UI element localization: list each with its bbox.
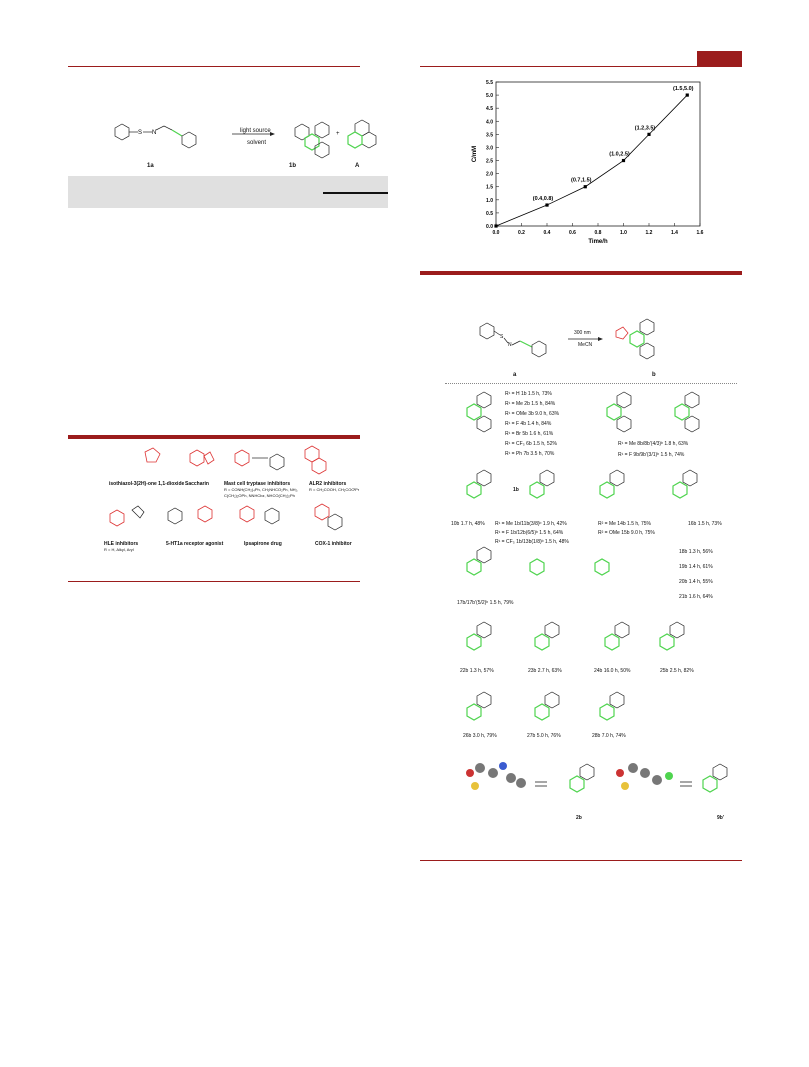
point-label: (0.4,0.8)	[532, 196, 554, 203]
product-b-structure	[616, 319, 654, 359]
scheme2-dotted-separator	[445, 383, 737, 384]
label-b: b	[652, 372, 656, 378]
label-27b: 27b 5.0 h, 76%	[527, 733, 561, 739]
page-tab	[697, 51, 742, 67]
drug-name-alr2: ALR2 inhibitors	[309, 481, 347, 487]
label-1a: 1a	[147, 163, 154, 169]
drug-sub-alr2: R = CH₂COOH, CH₂COOᴵPr	[309, 487, 360, 492]
data-point	[494, 224, 497, 227]
product-row5	[467, 692, 624, 720]
table-band-line	[323, 192, 388, 194]
scheme1-plus: +	[336, 131, 340, 137]
y-tick-label: 4.5	[486, 106, 493, 113]
x-tick-label: 1.4	[671, 230, 678, 236]
label-1b-row2: 1b	[513, 487, 519, 493]
label-1b: 1b	[289, 163, 297, 169]
section-rule-left-2	[68, 581, 360, 582]
x-tick-label: 0.2	[518, 230, 525, 236]
label-23b: 23b 2.7 h, 63%	[528, 668, 562, 674]
scheme1-arrow-bottom: solvent	[247, 140, 267, 146]
svg-text:N: N	[508, 342, 512, 348]
svg-text:S: S	[138, 130, 143, 136]
left-header-rule	[68, 66, 360, 67]
section-rule-right-2	[420, 860, 742, 861]
drug-sub-tryptase: R = CONH(CH₂)₄Ph, CH₂NHCO₂Ph, NH₂, C(CH₂)₂OPh, NNHCbz, NHCO(CH₂)₂Ph	[224, 487, 299, 498]
item-13b: R¹ = CF₃ 1b/13b(1/8)ᵇ 1.5 h, 48%	[495, 539, 569, 545]
y-tick-label: 1.5	[486, 184, 493, 191]
label-10b: 10b 1.7 h, 48%	[451, 521, 485, 527]
r1-item-4b: R¹ = F 4b 1.4 h, 84%	[505, 421, 552, 427]
y-tick-label: 2.5	[486, 158, 493, 165]
r1-item-7b: R¹ = Ph 7b 3.5 h, 70%	[505, 451, 555, 457]
label-18b: 18b 1.3 h, 56%	[679, 549, 713, 555]
x-axis-label: Time/h	[588, 239, 608, 245]
drug-name-cox1: COX-1 inhibitor	[315, 541, 352, 547]
drug-name-saccharin: Saccharin	[185, 481, 209, 487]
right-header-rule	[420, 66, 742, 67]
y-axis-label: C/mM	[472, 145, 478, 163]
r1-item-1b: R¹ = H 1b 1.5 h, 73%	[505, 391, 552, 397]
kinetics-chart	[470, 76, 720, 254]
item-15b: R² = OMe 15b 9.0 h, 75%	[598, 530, 655, 536]
drug-name-isothiazol: isothiazol-3(2H)-one 1,1-dioxide	[109, 481, 185, 487]
scheme2-arrow-top: 300 nm	[574, 330, 591, 336]
label-17b: 17b/17b'(5/2)ᵇ 1.5 h, 79%	[457, 600, 514, 606]
data-point	[647, 133, 650, 136]
label-28b: 28b 7.0 h, 74%	[592, 733, 626, 739]
product-structures	[445, 388, 740, 838]
y-tick-label: 3.5	[486, 132, 493, 139]
x-tick-label: 0.8	[594, 230, 602, 236]
label-20b: 20b 1.4 h, 55%	[679, 579, 713, 585]
scheme1-arrow-top: light source	[240, 128, 271, 134]
xray-label-9b-prime: 9b'	[717, 815, 725, 821]
reactant-a-structure	[480, 323, 546, 357]
r1-item-3b: R¹ = OMe 3b 9.0 h, 63%	[505, 411, 560, 417]
plot-frame	[496, 82, 700, 226]
label-19b: 19b 1.4 h, 61%	[679, 564, 713, 570]
xray-label-2b: 2b	[576, 815, 582, 821]
point-label: (1.2,3.5)	[634, 125, 656, 132]
item-14b: R² = Me 14b 1.5 h, 75%	[598, 521, 651, 527]
reactant-1a-structure	[115, 124, 196, 148]
item-11b: R¹ = Me 1b/11b(3/8)ᵇ 1.9 h, 42%	[495, 521, 567, 527]
y-tick-label: 2.0	[486, 171, 493, 178]
label-25b: 25b 2.5 h, 82%	[660, 668, 694, 674]
xray-structures	[466, 762, 727, 792]
section-rule-left-1	[68, 435, 360, 439]
drug-row1	[145, 446, 326, 474]
scheme2-arrow-bottom: MeCN	[578, 342, 593, 348]
drug-row2	[110, 504, 342, 530]
r1-item-5b: R¹ = Br 5b 1.6 h, 61%	[505, 431, 554, 437]
drug-name-ipsapirone: Ipsapirone drug	[244, 541, 282, 547]
data-point	[584, 185, 587, 188]
svg-text:N: N	[152, 130, 157, 136]
product-row1	[467, 392, 699, 432]
data-point	[545, 203, 548, 206]
product-1b-structure	[295, 122, 329, 158]
label-26b: 26b 3.0 h, 79%	[463, 733, 497, 739]
drug-name-tryptase: Mast cell tryptase inhibitors	[224, 481, 291, 487]
drug-name-5ht1a: 5-HT1a receptor agonist	[166, 541, 224, 547]
point-label: (1.0,2.5)	[609, 151, 630, 158]
byproduct-A-structure	[348, 120, 376, 148]
y-tick-label: 1.0	[486, 197, 493, 204]
data-point	[622, 159, 625, 162]
drug-name-hle: HLE inhibitors	[104, 541, 139, 547]
product-row2	[467, 470, 697, 498]
label-22b: 22b 1.3 h, 57%	[460, 668, 494, 674]
label-A: A	[355, 163, 360, 169]
y-tick-label: 5.0	[486, 93, 493, 100]
label-16b: 16b 1.5 h, 73%	[688, 521, 722, 527]
section-rule-right-1	[420, 271, 742, 275]
drug-sub-hle: R = H, Alkyl, Aryl	[104, 547, 134, 552]
y-tick-label: 0.5	[486, 210, 493, 217]
r1-item-8b: R¹ = Me 8b/8b'(4/3)ᵇ 1.8 h, 63%	[618, 441, 689, 447]
x-tick-label: 1.6	[696, 230, 704, 236]
y-tick-label: 0.0	[486, 224, 493, 230]
r1-item-6b: R¹ = CF₃ 6b 1.5 h, 52%	[505, 441, 557, 447]
point-label: (0.7,1.5)	[571, 177, 592, 184]
x-tick-label: 1.0	[620, 230, 627, 236]
product-row3	[467, 547, 609, 575]
data-point	[686, 93, 689, 96]
r1-item-2b: R¹ = Me 2b 1.5 h, 84%	[505, 401, 556, 407]
item-12b: R¹ = F 1b/12b(6/5)ᵇ 1.5 h, 64%	[495, 530, 564, 536]
x-tick-label: 0.0	[492, 230, 500, 236]
y-tick-label: 4.0	[486, 119, 493, 126]
x-tick-label: 0.6	[569, 230, 576, 236]
svg-text:S: S	[500, 334, 504, 340]
x-tick-label: 0.4	[543, 230, 551, 236]
x-tick-label: 1.2	[645, 230, 653, 236]
series-line	[496, 95, 687, 226]
y-tick-label: 5.5	[486, 80, 493, 86]
label-a: a	[513, 372, 517, 378]
label-24b: 24b 16.0 h, 50%	[594, 668, 631, 674]
point-label: (1.5,5.0)	[673, 86, 694, 93]
r1-item-9b: R¹ = F 9b/9b'(3/1)ᵇ 1.5 h, 74%	[618, 452, 685, 458]
y-tick-label: 3.0	[486, 145, 493, 152]
label-21b: 21b 1.6 h, 64%	[679, 594, 713, 600]
product-row4	[467, 622, 684, 650]
